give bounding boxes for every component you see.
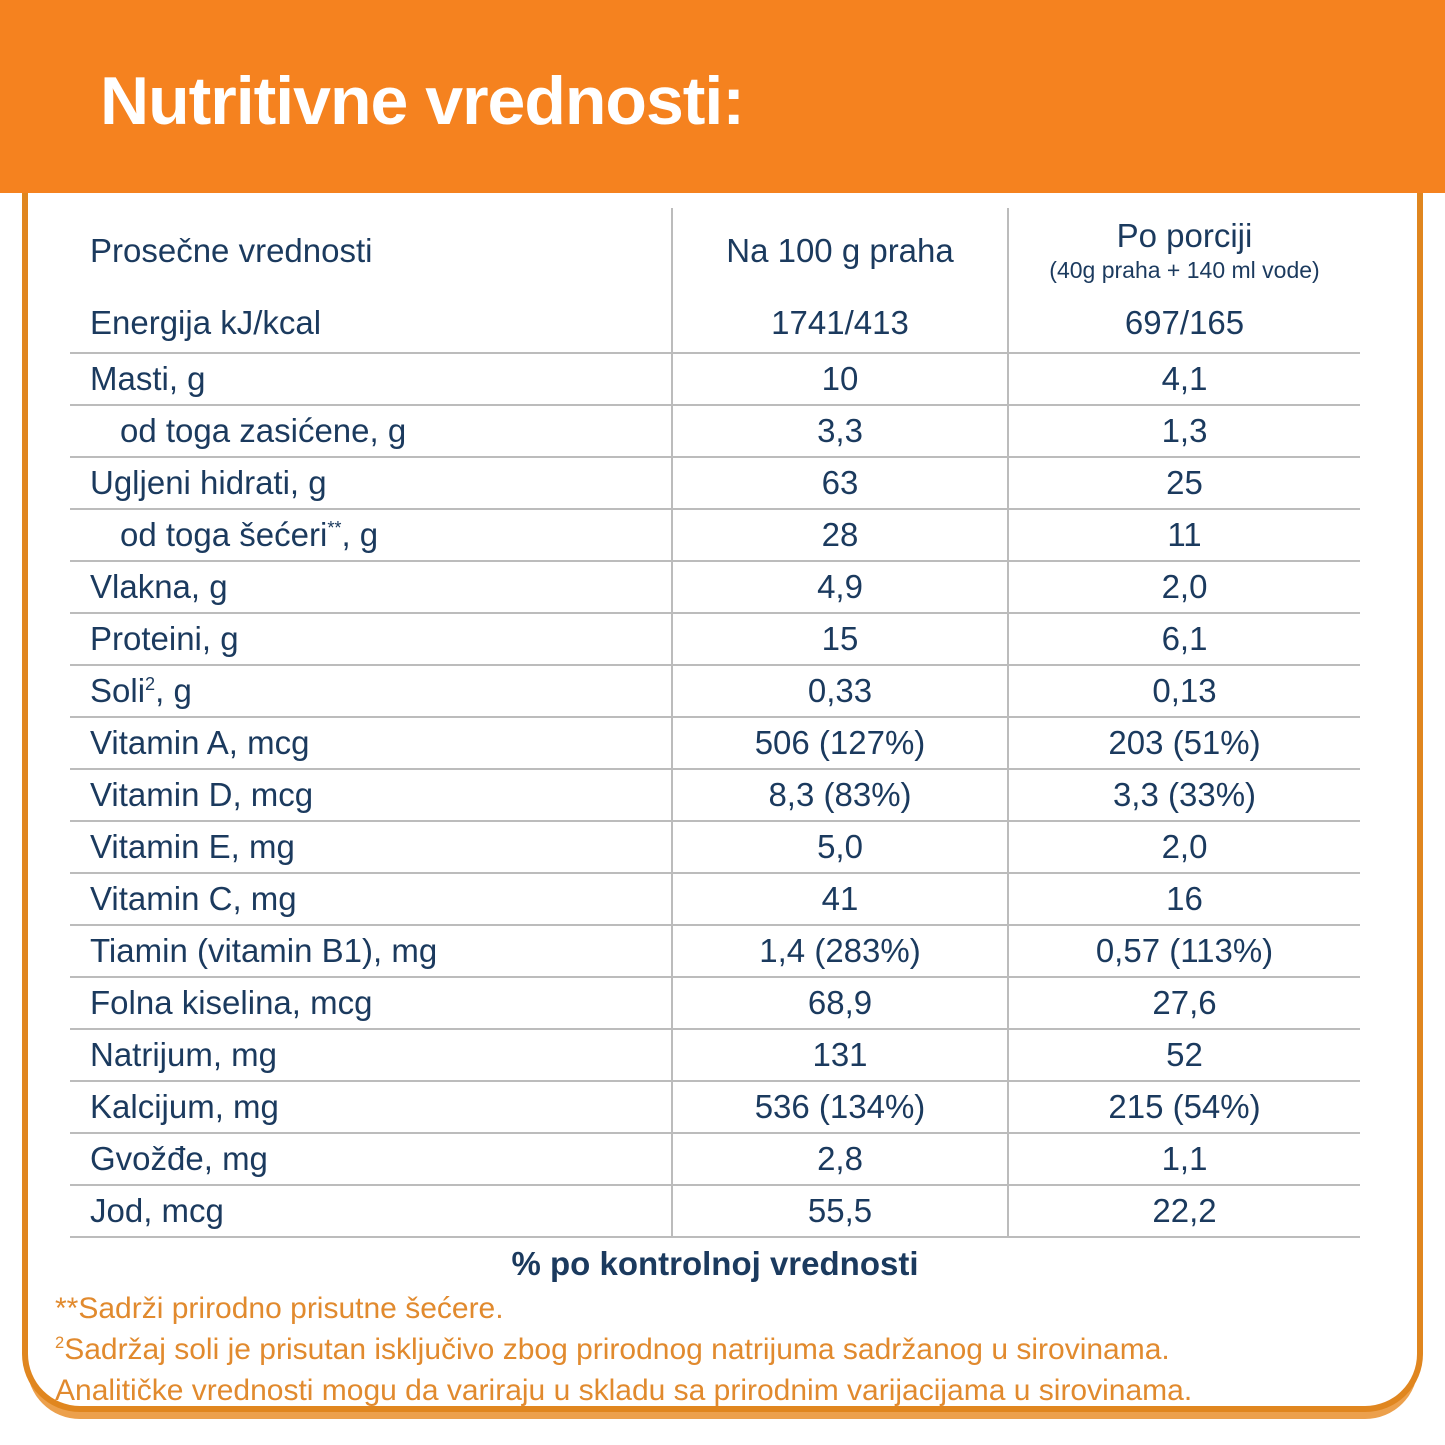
value-per-serving: 11 bbox=[1008, 509, 1360, 561]
table-row bbox=[70, 977, 1360, 1029]
value-per-100g: 15 bbox=[672, 613, 1008, 665]
value-per-100g: 5,0 bbox=[672, 821, 1008, 873]
value-per-100g: 8,3 (83%) bbox=[672, 769, 1008, 821]
value-per-serving: 215 (54%) bbox=[1008, 1081, 1360, 1133]
column-header-average-values: Prosečne vrednosti bbox=[90, 231, 373, 269]
column-header-per-serving-title: Po porciji bbox=[1116, 217, 1253, 254]
value-per-serving: 3,3 (33%) bbox=[1008, 769, 1360, 821]
value-per-serving: 27,6 bbox=[1008, 977, 1360, 1029]
value-per-100g: 131 bbox=[672, 1029, 1008, 1081]
row-label: Proteini, g bbox=[70, 613, 672, 665]
row-label: Gvožđe, mg bbox=[70, 1133, 672, 1185]
value-per-100g: 10 bbox=[672, 353, 1008, 405]
table-row bbox=[70, 1133, 1360, 1185]
row-label: od toga šećeri**, g bbox=[70, 509, 672, 561]
value-per-100g: 41 bbox=[672, 873, 1008, 925]
table-row bbox=[70, 873, 1360, 925]
table-row bbox=[70, 561, 1360, 613]
value-per-100g: 4,9 bbox=[672, 561, 1008, 613]
value-per-serving: 1,3 bbox=[1008, 405, 1360, 457]
column-header-per-serving-subtitle: (40g praha + 140 ml vode) bbox=[1049, 257, 1320, 283]
value-per-serving: 0,13 bbox=[1008, 665, 1360, 717]
row-label: Tiamin (vitamin B1), mg bbox=[70, 925, 672, 977]
row-label: Energija kJ/kcal bbox=[70, 293, 672, 353]
table-row bbox=[70, 509, 1360, 561]
value-per-serving: 52 bbox=[1008, 1029, 1360, 1081]
percent-note: % po kontrolnoj vrednosti bbox=[511, 1244, 919, 1282]
value-per-serving: 25 bbox=[1008, 457, 1360, 509]
row-label: Vitamin A, mcg bbox=[70, 717, 672, 769]
row-label: Ugljeni hidrati, g bbox=[70, 457, 672, 509]
value-per-100g: 63 bbox=[672, 457, 1008, 509]
row-label: od toga zasićene, g bbox=[70, 405, 672, 457]
footnote-salt: $^2$Sadržaj soli je prisutan isključivo zbog prirodnog natrijuma sadržanog u sirovinama. bbox=[55, 1333, 1170, 1366]
row-label: Vitamin C, mg bbox=[70, 873, 672, 925]
value-per-100g: 3,3 bbox=[672, 405, 1008, 457]
row-label: Vitamin D, mcg bbox=[70, 769, 672, 821]
footnotes bbox=[55, 1288, 1385, 1411]
row-label: Soli$^2$, g bbox=[70, 665, 672, 717]
nutrition-table bbox=[70, 208, 1360, 1289]
page-title: Nutritivne vrednosti: bbox=[100, 63, 744, 139]
column-header-per-100g: Na 100 g praha bbox=[672, 208, 1008, 293]
value-per-100g: 0,33 bbox=[672, 665, 1008, 717]
value-per-100g: 506 (127%) bbox=[672, 717, 1008, 769]
value-per-serving: 0,57 (113%) bbox=[1008, 925, 1360, 977]
value-per-serving: 2,0 bbox=[1008, 821, 1360, 873]
table-row bbox=[70, 1029, 1360, 1081]
footnote-analytical: Analitičke vrednosti mogu da variraju u skladu sa prirodnim varijacijama u sirovinama. bbox=[55, 1374, 1193, 1407]
value-per-100g: 55,5 bbox=[672, 1185, 1008, 1237]
table-row bbox=[70, 821, 1360, 873]
table-row bbox=[70, 353, 1360, 405]
table-row bbox=[70, 769, 1360, 821]
table-row bbox=[70, 717, 1360, 769]
value-per-100g: 536 (134%) bbox=[672, 1081, 1008, 1133]
percent-note-row bbox=[70, 1237, 1360, 1289]
table-header-row bbox=[70, 208, 1360, 293]
table-row bbox=[70, 1185, 1360, 1237]
value-per-100g: 1,4 (283%) bbox=[672, 925, 1008, 977]
row-label: Kalcijum, mg bbox=[70, 1081, 672, 1133]
table-row bbox=[70, 1081, 1360, 1133]
value-per-serving: 22,2 bbox=[1008, 1185, 1360, 1237]
value-per-100g: 28 bbox=[672, 509, 1008, 561]
value-per-serving: 16 bbox=[1008, 873, 1360, 925]
value-per-100g: 1741/413 bbox=[672, 293, 1008, 353]
value-per-serving: 4,1 bbox=[1008, 353, 1360, 405]
value-per-100g: 2,8 bbox=[672, 1133, 1008, 1185]
value-per-100g: 68,9 bbox=[672, 977, 1008, 1029]
value-per-serving: 1,1 bbox=[1008, 1133, 1360, 1185]
row-label: Masti, g bbox=[70, 353, 672, 405]
row-label: Jod, mcg bbox=[70, 1185, 672, 1237]
table-row bbox=[70, 457, 1360, 509]
value-per-serving: 203 (51%) bbox=[1008, 717, 1360, 769]
footnote-sugars: **Sadrži prirodno prisutne šećere. bbox=[55, 1292, 504, 1325]
table-row bbox=[70, 293, 1360, 353]
row-label: Folna kiselina, mcg bbox=[70, 977, 672, 1029]
value-per-serving: 697/165 bbox=[1008, 293, 1360, 353]
row-label: Vitamin E, mg bbox=[70, 821, 672, 873]
row-label: Natrijum, mg bbox=[70, 1029, 672, 1081]
table-row bbox=[70, 405, 1360, 457]
table-row bbox=[70, 613, 1360, 665]
table-row bbox=[70, 925, 1360, 977]
table-row bbox=[70, 665, 1360, 717]
value-per-serving: 6,1 bbox=[1008, 613, 1360, 665]
column-header-per-serving bbox=[1008, 208, 1360, 293]
row-label: Vlakna, g bbox=[70, 561, 672, 613]
header-band bbox=[0, 0, 1445, 193]
value-per-serving: 2,0 bbox=[1008, 561, 1360, 613]
